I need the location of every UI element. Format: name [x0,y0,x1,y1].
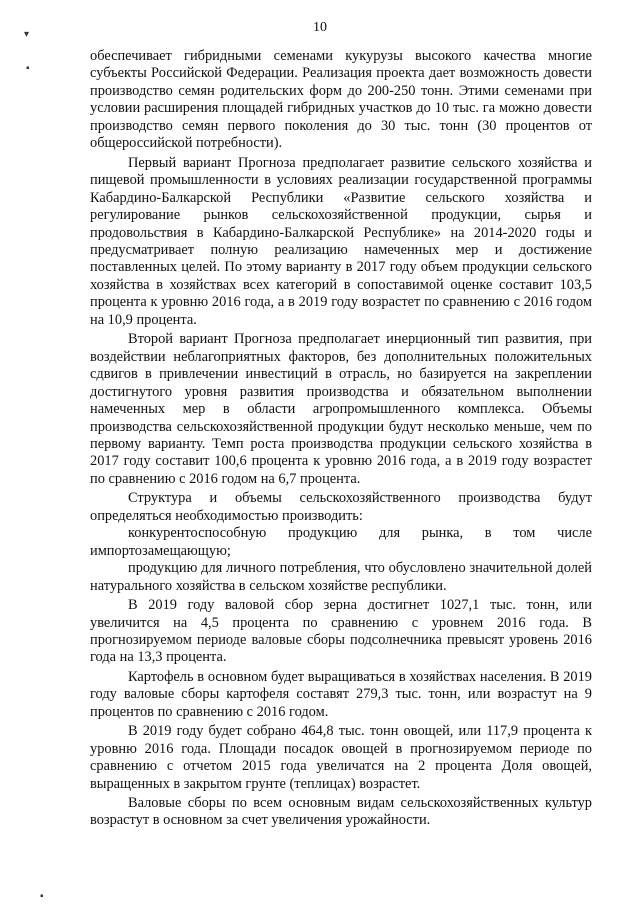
paragraph-10: Валовые сборы по всем основным видам сельскохозяйственных культур возрастут в основном за счет увеличения урожайности. [90,795,592,829]
page-number: 10 [313,20,327,35]
paragraph-3: Второй вариант Прогноза предполагает инерционный тип развития, при воздействии неблагоприятных факторов, без дополнительных положительных сдвигов в привлечении инвестиций в отрасль, но базируется на закреплении достигнутого уровня развития производства и обязательном выполнении намеченных мер в области агропромышленного комплекса. Объемы производства сельскохозяйственной продукции будут несколько меньше, чем по первому варианту. Темп роста производства продукции сельского хозяйства в 2017 году составит 100,6 процента к уровню 2016 года, а в 2019 году возрастет по сравнению с 2016 годом на 6,7 процента. [90,331,592,487]
paragraph-1: обеспечивает гибридными семенами кукурузы высокого качества многие субъекты Российской Федерации. Реализация проекта дает возможность довести производство семян родительских форм до 200-250 тонн. Этими семенами при условии расширения площадей гибридных участков до 10 тыс. га можно довести производство семян первого поколения до 30 тыс. тонн (30 процентов от общероссийской потребности). [90,48,592,152]
paragraph-5: конкурентоспособную продукцию для рынка, в том числе импортозамещающую; [90,525,592,559]
paragraph-8: Картофель в основном будет выращиваться в хозяйствах населения. В 2019 году валовые сборы картофеля составят 279,3 тыс. тонн, или возрастут на 9 процентов по сравнению с 2016 годом. [90,668,592,720]
paragraph-4: Структура и объемы сельскохозяйственного производства будут определяться необходимостью производить: [90,490,592,524]
paragraph-9: В 2019 году будет собрано 464,8 тыс. тонн овощей, или 117,9 процента к уровню 2016 года. Площади посадок овощей в прогнозируемом периоде по сравнению с отчетом 2015 года увеличатся на 2 процента Доля овощей, выращенных в закрытом грунте (теплицах) возрастет. [90,723,592,792]
scan-mark-bottom: ▪ [40,891,44,902]
body-text [90,48,592,830]
scan-mark-upper: ▪ [26,63,30,74]
paragraph-7: В 2019 году валовой сбор зерна достигнет 1027,1 тыс. тонн, или увеличится на 4,5 процента по сравнению с уровнем 2016 года. В прогнозируемом периоде валовые сборы подсолнечника превысят уровень 2016 года на 13,3 процента. [90,597,592,666]
scan-mark-top: ▾ [24,29,30,40]
paragraph-6: продукцию для личного потребления, что обусловлено значительной долей натурального хозяйства в сельском хозяйстве республики. [90,560,592,594]
paragraph-2: Первый вариант Прогноза предполагает развитие сельского хозяйства и пищевой промышленности в условиях реализации государственной программы Кабардино-Балкарской Республики «Развитие сельского хозяйства и регулирование рынков сельскохозяйственной продукции, сырья и продовольствия в Кабардино-Балкарской Республике» на 2014-2020 годы и предусматривает полную реализацию намеченных мер и достижение поставленных целей. По этому варианту в 2017 году объем продукции сельского хозяйства в хозяйствах всех категорий в сопоставимой оценке составит 103,5 процента к уровню 2016 года, а в 2019 году возрастет по сравнению с 2016 годом на 10,9 процента. [90,154,592,328]
